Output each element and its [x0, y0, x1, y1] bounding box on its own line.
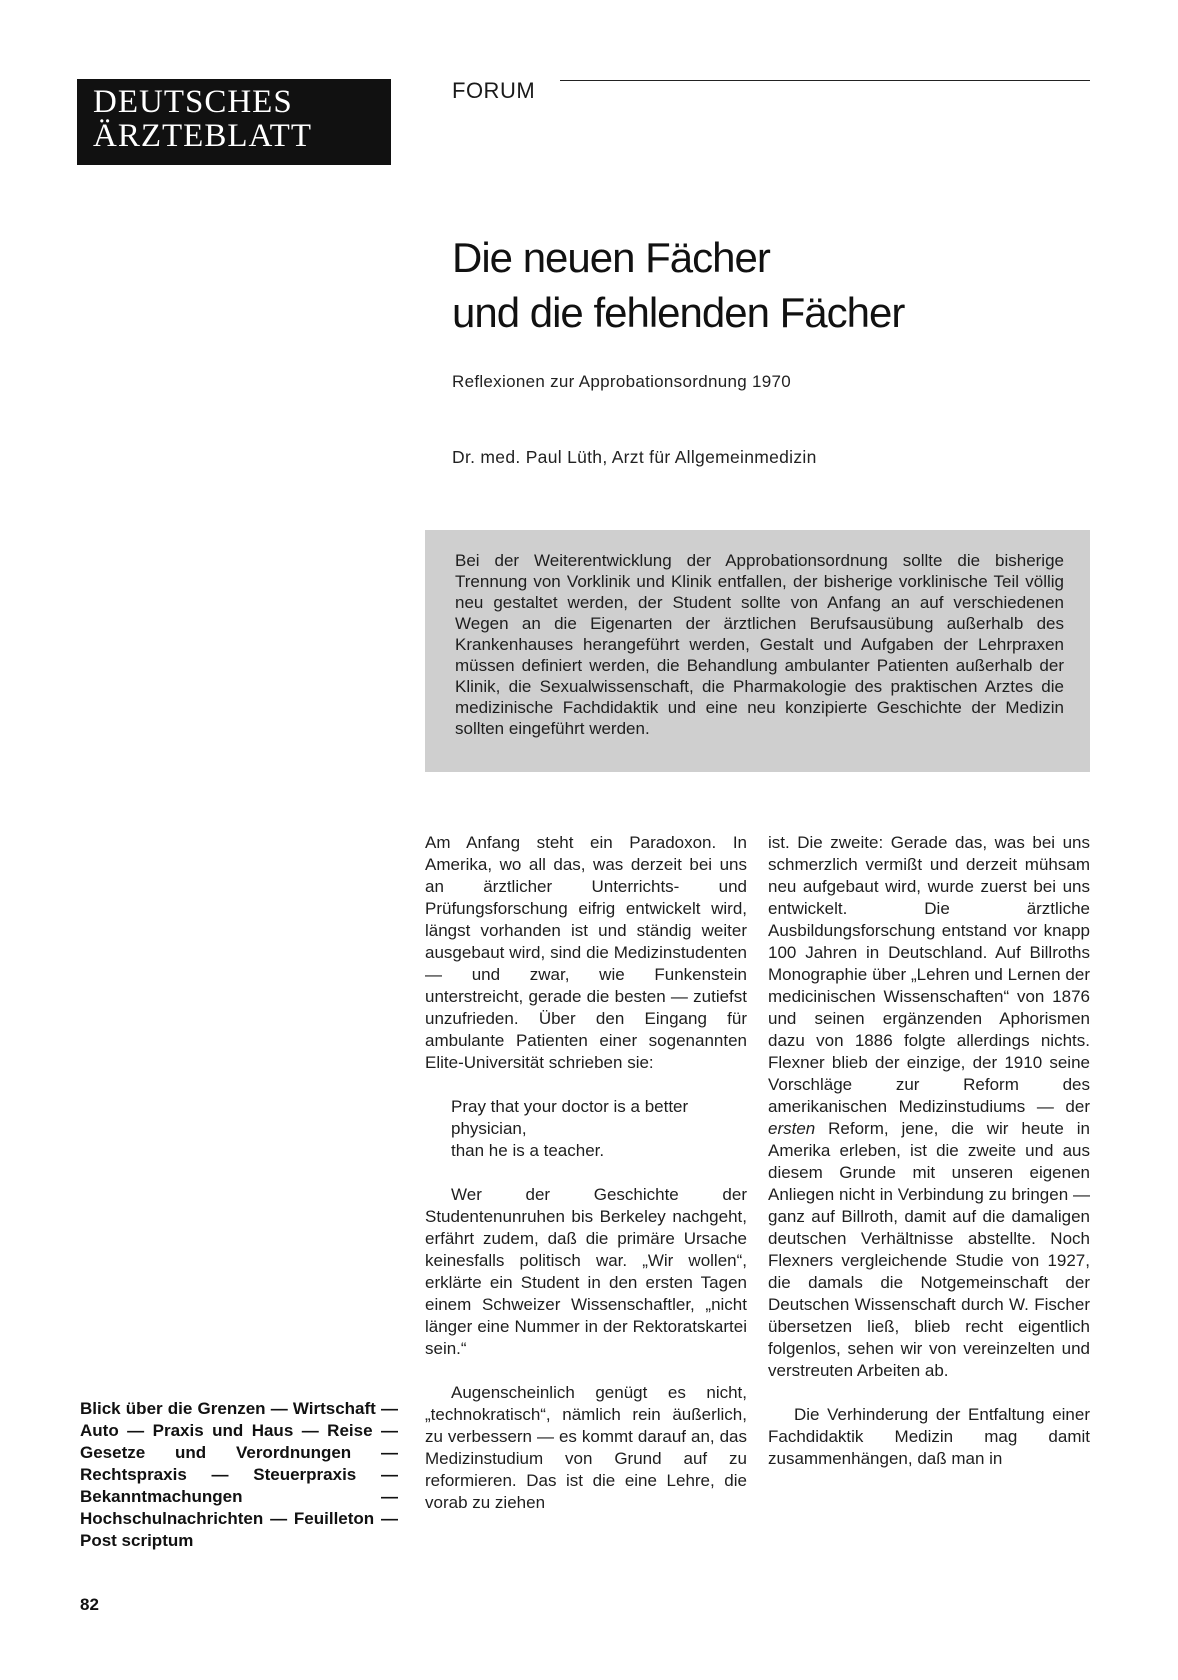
section-index: Blick über die Grenzen — Wirtschaft — Auto — Praxis und Haus — Reise — Gesetze und Verordnungen — Rechtspraxis — Steuerpraxis — Bekanntmachungen — Hochschulnachrichten — Feuilleton — Post scriptum — [80, 1399, 398, 1550]
abstract-box — [425, 530, 1090, 772]
paragraph-text: Reform, jene, die wir heute in Amerika erleben, ist die zweite und aus diesem Grunde mit unseren eigenen Anliegen nicht in Verbindung zu bringen — ganz auf Billroth, damit auf die damaligen deutschen Verhältnisse abstellte. Noch Flexners vergleichende Studie von 1927, die damals die Notgemeinschaft der Deutschen Wissenschaft durch W. Fischer übersetzen ließ, blieb recht eigentlich folgenlos, sehen wir von vereinzelten und verstreuten Arbeiten ab. — [768, 1119, 1090, 1380]
article-author: Dr. med. Paul Lüth, Arzt für Allgemeinmedizin — [452, 447, 817, 467]
body-column-2 — [768, 832, 1090, 1470]
paragraph: Wer der Geschichte der Studentenunruhen bis Berkeley nachgeht, erfährt zudem, daß die primäre Ursache keinesfalls politisch war. „Wir wollen“, erklärte ein Student in den ersten Tagen einem Schweizer Wissenschaftler, „nicht länger eine Nummer in der Rektoratskartei sein.“ — [425, 1185, 747, 1358]
section-label: FORUM — [452, 78, 536, 103]
quote-line: Pray that your doctor is a better physician, — [451, 1097, 689, 1138]
quote-block — [451, 1096, 747, 1162]
article-subtitle: Reflexionen zur Approbationsordnung 1970 — [452, 372, 792, 391]
body-column-1 — [425, 832, 747, 1514]
page-number: 82 — [80, 1595, 99, 1614]
abstract-text: Bei der Weiterentwicklung der Approbationsordnung sollte die bisherige Trennung von Vorklinik und Klinik entfallen, der bisherige vorklinische Teil völlig neu gestaltet werden, der Student sollte von Anfang an auf verschiedenen Wegen an die Eigenarten der ärztlichen Berufsausübung außerhalb des Krankenhauses herangeführt werden, Gestalt und Aufgaben der Lehrpraxen müssen definiert werden, die Behandlung ambulanter Patienten außerhalb der Klinik, die Sexualwissenschaft, die Pharmakologie des praktischen Arztes die medizinische Fachdidaktik und eine neu konzipierte Geschichte der Medizin sollten eingeführt werden. — [455, 551, 1064, 738]
quote-line: than he is a teacher. — [451, 1141, 605, 1160]
paragraph-text: ist. Die zweite: Gerade das, was bei uns schmerzlich vermißt und derzeit mühsam neu aufgebaut wird, wurde zuerst bei uns entwickelt. Die ärztliche Ausbildungsforschung entstand vor knapp 100 Jahren in Deutschland. Auf Billroths Monographie über „Lehren und Lernen der medicinischen Wissenschaften“ von 1876 und seinen ergänzenden Aphorismen dazu von 1886 folgte allerdings nichts. Flexner blieb der einzige, der 1910 seine Vorschläge zur Reform des amerikanischen Medizinstudiums — der — [768, 833, 1090, 1116]
title-line-2: und die fehlenden Fächer — [452, 289, 905, 336]
emphasis: ersten — [768, 1119, 816, 1138]
article-title — [452, 230, 1072, 340]
paragraph — [768, 832, 1090, 1382]
title-line-1: Die neuen Fächer — [452, 234, 770, 281]
masthead-line-2: ÄRZTEBLATT — [93, 118, 312, 154]
masthead-logo — [77, 79, 391, 165]
paragraph: Augenscheinlich genügt es nicht, „technokratisch“, nämlich rein äußerlich, zu verbessern — es kommt darauf an, das Medizinstudium von Grund auf zu reformieren. Das ist die eine Lehre, die vorab zu ziehen — [425, 1383, 747, 1512]
masthead-line-1: DEUTSCHES — [93, 84, 293, 120]
paragraph: Die Verhinderung der Entfaltung einer Fachdidaktik Medizin mag damit zusammenhängen, daß man in — [768, 1405, 1090, 1468]
paragraph: Am Anfang steht ein Paradoxon. In Amerika, wo all das, was derzeit bei uns an ärztlicher Unterrichts- und Prüfungsforschung eifrig entwickelt wird, längst vorhanden ist und ständig weiter ausgebaut wird, sind die Medizinstudenten — und zwar, wie Funkenstein unterstreicht, gerade die besten — zutiefst unzufrieden. Über den Eingang für ambulante Patienten einer sogenannten Elite-Universität schrieben sie: — [425, 833, 747, 1072]
section-rule — [560, 80, 1090, 81]
